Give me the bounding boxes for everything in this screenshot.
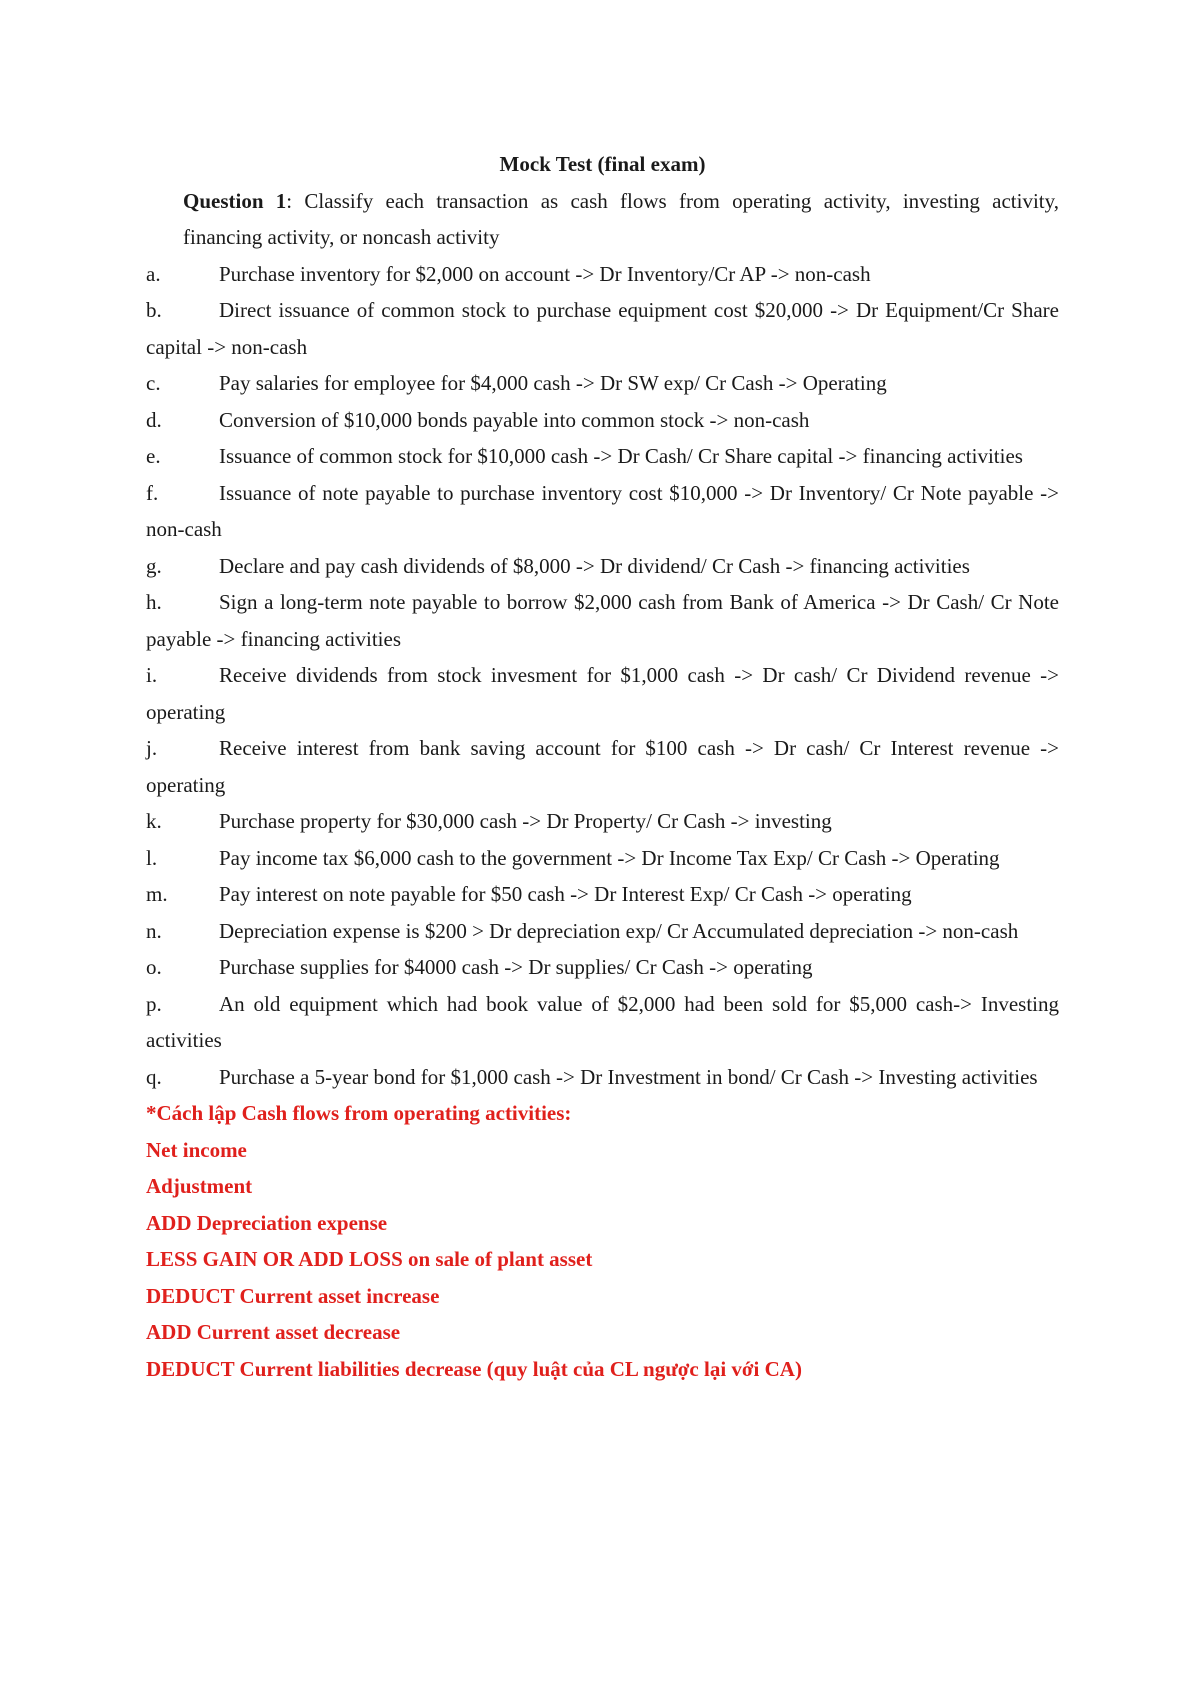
- item-text: Purchase property for $30,000 cash -> Dr Property/ Cr Cash -> investing: [219, 809, 832, 833]
- item-letter: k.: [146, 809, 162, 833]
- list-item: [146, 803, 1059, 840]
- item-text: Issuance of note payable to purchase inventory cost $10,000 -> Dr Inventory/ Cr Note payable -> non-cash: [146, 480, 1059, 541]
- list-item: [146, 438, 1059, 475]
- operating-notes-heading: *Cách lập Cash flows from operating activities:: [146, 1101, 572, 1125]
- item-text: Sign a long-term note payable to borrow $2,000 cash from Bank of America -> Dr Cash/ Cr Note payable -> financing activities: [146, 590, 1059, 651]
- item-letter: a.: [146, 261, 161, 286]
- item-letter: b.: [146, 298, 162, 322]
- question-label: Question 1: [183, 188, 287, 213]
- item-text: Declare and pay cash dividends of $8,000 -> Dr dividend/ Cr Cash -> financing activities: [219, 553, 970, 578]
- item-text: Pay income tax $6,000 cash to the government -> Dr Income Tax Exp/ Cr Cash -> Operating: [219, 845, 1000, 870]
- item-letter: f.: [146, 480, 159, 505]
- operating-note-line: DEDUCT Current liabilities decrease (quy luật của CL ngược lại với CA): [146, 1356, 802, 1381]
- item-letter: n.: [146, 918, 162, 943]
- item-text: Pay salaries for employee for $4,000 cash -> Dr SW exp/ Cr Cash -> Operating: [219, 371, 887, 395]
- operating-note-line: Adjustment: [146, 1174, 253, 1198]
- list-item: [146, 986, 1059, 1059]
- operating-note-line: ADD Current asset decrease: [146, 1320, 401, 1344]
- item-text: Purchase inventory for $2,000 on account -> Dr Inventory/Cr AP -> non-cash: [219, 261, 871, 286]
- question-text: : Classify each transaction as cash flows from operating activity, investing activity, financing activity, or noncash activity: [183, 188, 1059, 249]
- item-text: An old equipment which had book value of $2,000 had been sold for $5,000 cash-> Investing activities: [146, 991, 1059, 1052]
- operating-note-line: LESS GAIN OR ADD LOSS on sale of plant asset: [146, 1247, 593, 1271]
- item-text: Conversion of $10,000 bonds payable into common stock -> non-cash: [219, 407, 810, 432]
- item-text: Receive interest from bank saving account for $100 cash -> Dr cash/ Cr Interest revenue -> operating: [146, 736, 1059, 797]
- document-title: Mock Test (final exam): [499, 152, 706, 176]
- list-item: [146, 913, 1059, 950]
- item-letter: o.: [146, 955, 162, 979]
- document-page: [146, 146, 1059, 1387]
- list-item: [146, 584, 1059, 657]
- list-item: [146, 1059, 1059, 1096]
- item-letter: l.: [146, 845, 158, 870]
- list-item: [146, 876, 1059, 913]
- list-item: [146, 256, 1059, 293]
- item-text: Direct issuance of common stock to purchase equipment cost $20,000 -> Dr Equipment/Cr Share capital -> non-cash: [146, 298, 1059, 359]
- list-item: [146, 949, 1059, 986]
- item-letter: m.: [146, 882, 168, 906]
- list-item: [146, 840, 1059, 877]
- item-letter: d.: [146, 407, 162, 432]
- operating-note-line: ADD Depreciation expense: [146, 1210, 388, 1235]
- item-text: Receive dividends from stock invesment for $1,000 cash -> Dr cash/ Cr Dividend revenue -> operating: [146, 663, 1059, 724]
- item-letter: g.: [146, 553, 162, 578]
- item-letter: q.: [146, 1064, 162, 1089]
- item-text: Pay interest on note payable for $50 cash -> Dr Interest Exp/ Cr Cash -> operating: [219, 882, 912, 906]
- operating-note-line: Net income: [146, 1137, 247, 1162]
- list-item: [146, 475, 1059, 548]
- item-letter: h.: [146, 590, 162, 614]
- question-prompt: [146, 183, 1059, 256]
- list-item: [146, 657, 1059, 730]
- item-text: Issuance of common stock for $10,000 cash -> Dr Cash/ Cr Share capital -> financing activities: [219, 444, 1023, 468]
- item-text: Purchase a 5-year bond for $1,000 cash -> Dr Investment in bond/ Cr Cash -> Investing activities: [219, 1064, 1038, 1089]
- item-text: Depreciation expense is $200 > Dr depreciation exp/ Cr Accumulated depreciation -> non-cash: [219, 918, 1019, 943]
- operating-note-line: DEDUCT Current asset increase: [146, 1283, 440, 1308]
- item-letter: j.: [146, 736, 158, 760]
- list-item: [146, 730, 1059, 803]
- item-letter: p.: [146, 991, 162, 1016]
- list-item: [146, 292, 1059, 365]
- item-text: Purchase supplies for $4000 cash -> Dr supplies/ Cr Cash -> operating: [219, 955, 813, 979]
- item-letter: i.: [146, 663, 158, 687]
- list-item: [146, 402, 1059, 439]
- list-item: [146, 548, 1059, 585]
- list-item: [146, 365, 1059, 402]
- item-letter: c.: [146, 371, 161, 395]
- item-letter: e.: [146, 444, 161, 468]
